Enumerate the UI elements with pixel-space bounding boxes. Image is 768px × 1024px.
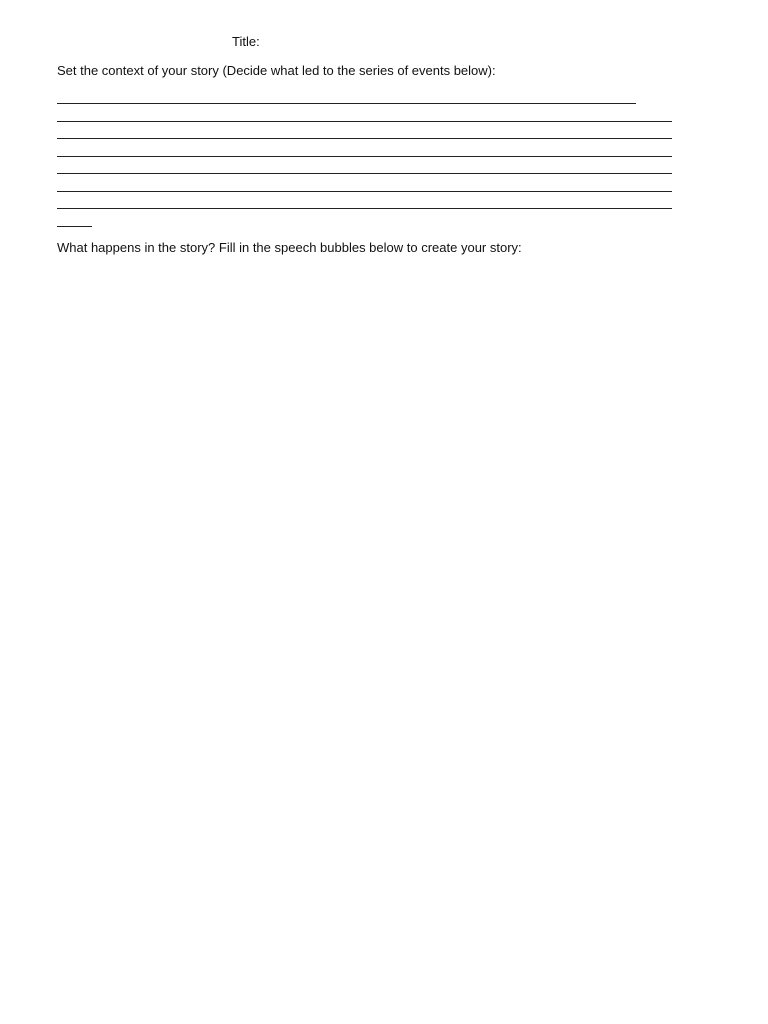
writing-line[interactable] [57,156,672,157]
writing-line-short[interactable] [57,226,92,227]
writing-line[interactable] [57,121,672,122]
writing-line[interactable] [57,208,672,209]
writing-line[interactable] [57,173,672,174]
story-prompt: What happens in the story? Fill in the speech bubbles below to create your story: [57,240,522,255]
title-label: Title: [232,34,260,49]
writing-line[interactable] [57,191,672,192]
speech-bubble-area [57,270,677,990]
writing-line[interactable] [57,103,636,104]
writing-line[interactable] [57,138,672,139]
context-prompt: Set the context of your story (Decide what led to the series of events below): [57,63,496,78]
